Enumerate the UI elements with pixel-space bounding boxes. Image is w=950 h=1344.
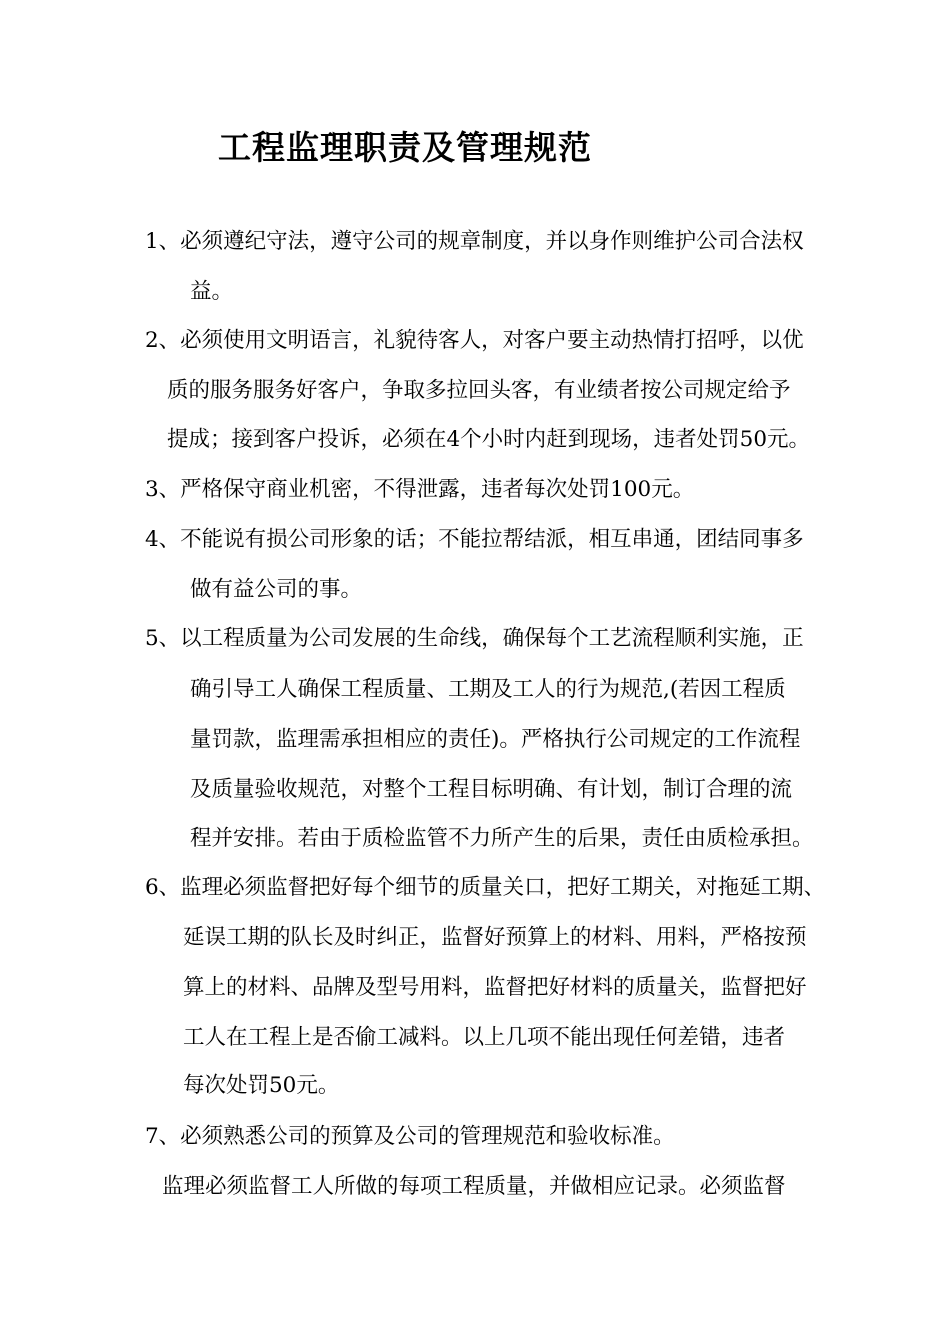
- rule-line: 6、监理必须监督把好每个细节的质量关口，把好工期关，对拖延工期、: [145, 875, 826, 900]
- rule-line: 延误工期的队长及时纠正，监督好预算上的材料、用料，严格按预: [183, 925, 807, 950]
- rule-line: 提成；接到客户投诉，必须在4个小时内赶到现场，违者处罚50元。: [167, 427, 811, 452]
- rule-line: 4、不能说有损公司形象的话；不能拉帮结派，相互串通，团结同事多: [145, 527, 804, 552]
- rule-line: 量罚款，监理需承担相应的责任)。严格执行公司规定的工作流程: [190, 727, 801, 752]
- rule-line: 7、必须熟悉公司的预算及公司的管理规范和验收标准。: [145, 1124, 675, 1149]
- rule-line: 做有益公司的事。: [190, 577, 363, 602]
- rule-line: 质的服务服务好客户，争取多拉回头客，有业绩者按公司规定给予: [167, 378, 791, 403]
- document-title: 工程监理职责及管理规范: [218, 128, 592, 167]
- rule-line: 算上的材料、品牌及型号用料，监督把好材料的质量关，监督把好: [183, 975, 807, 1000]
- rule-line: 确引导工人确保工程质量、工期及工人的行为规范,(若因工程质: [190, 677, 786, 702]
- rule-line: 每次处罚50元。: [183, 1073, 340, 1098]
- rule-line: 3、严格保守商业机密，不得泄露，违者每次处罚100元。: [145, 477, 695, 502]
- body-paragraph: 监理必须监督工人所做的每项工程质量，并做相应记录。必须监督: [162, 1174, 786, 1199]
- rule-line: 益。: [190, 279, 234, 304]
- rule-line: 程并安排。若由于质检监管不力所产生的后果，责任由质检承担。: [190, 826, 814, 851]
- rule-line: 1、必须遵纪守法，遵守公司的规章制度，并以身作则维护公司合法权: [145, 229, 804, 254]
- rule-line: 工人在工程上是否偷工减料。以上几项不能出现任何差错，违者: [183, 1025, 786, 1050]
- rule-line: 5、以工程质量为公司发展的生命线，确保每个工艺流程顺利实施，正: [145, 626, 804, 651]
- rule-line: 及质量验收规范，对整个工程目标明确、有计划，制订合理的流: [190, 777, 793, 802]
- rule-line: 2、必须使用文明语言，礼貌待客人，对客户要主动热情打招呼，以优: [145, 328, 804, 353]
